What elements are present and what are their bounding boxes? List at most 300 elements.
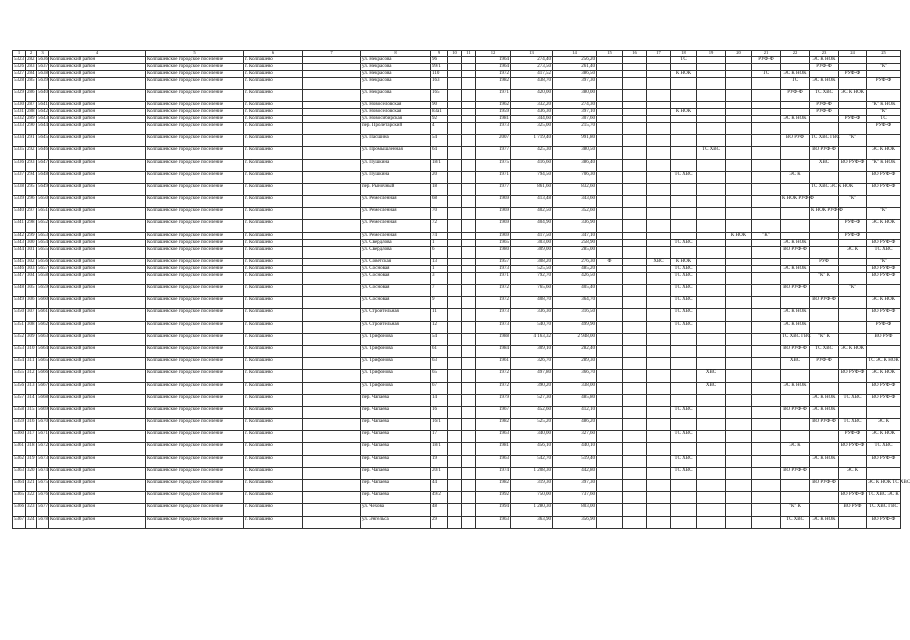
table-cell	[462, 345, 476, 357]
table-cell	[810, 382, 839, 394]
table-cell	[448, 516, 462, 528]
table-cell	[697, 77, 726, 89]
table-cell: ВО РУФ-Ф	[781, 406, 810, 418]
table-cell	[623, 63, 647, 70]
table-cell: 408,70	[511, 297, 553, 309]
table-cell	[726, 70, 752, 77]
table-cell	[462, 358, 476, 370]
table-cell: 5666	[37, 370, 49, 382]
table-cell: 5364	[13, 480, 26, 492]
table-cell	[839, 455, 867, 467]
table-cell	[726, 220, 752, 232]
table-cell: РУФ-Ф	[839, 431, 867, 443]
table-cell	[303, 77, 361, 89]
table-cell: г. Колпашево	[244, 504, 303, 516]
table-cell	[597, 89, 623, 101]
table-cell	[597, 358, 623, 370]
table-cell	[597, 239, 623, 246]
table-cell: г. Колпашево	[244, 406, 303, 418]
table-cell: Колпашевское городское поселение	[146, 382, 244, 394]
table-cell: Колпашевский район	[49, 394, 146, 406]
table-cell	[752, 467, 781, 479]
table-cell: ХВС	[781, 358, 810, 370]
table-cell: г. Колпашево	[244, 159, 303, 171]
table-cell	[597, 196, 623, 208]
table-cell: 386,50	[553, 70, 597, 77]
table-cell: ул. Трифонова	[361, 345, 431, 357]
table-cell	[671, 345, 697, 357]
table-cell: 299	[27, 232, 35, 238]
table-cell	[462, 455, 476, 467]
table-cell: ТС ХВС	[671, 467, 697, 479]
table-cell: 289	[27, 115, 35, 121]
table-cell	[839, 258, 867, 265]
table-cell	[752, 258, 781, 265]
table-cell	[448, 135, 462, 147]
table-cell: 5340	[13, 208, 26, 220]
table-cell	[647, 516, 671, 528]
table-cell	[697, 504, 726, 516]
table-cell: ул. Пасшина	[361, 135, 431, 147]
table-cell	[597, 297, 623, 309]
table-cell: Колпашевский район	[49, 297, 146, 309]
table-row	[13, 285, 901, 297]
table-cell: ВО РУФ-Ф	[810, 480, 839, 492]
table-row	[13, 394, 901, 406]
table-cell	[448, 56, 462, 63]
table-cell: ТС ХВС	[867, 246, 901, 258]
table-cell: Колпашевский район	[49, 246, 146, 258]
table-cell	[462, 480, 476, 492]
table-cell	[303, 135, 361, 147]
table-cell: 5366	[13, 504, 26, 516]
table-cell: г. Колпашево	[244, 115, 303, 122]
table-cell: 306	[26, 297, 37, 309]
table-cell	[647, 333, 671, 345]
table-cell	[752, 285, 781, 297]
table-cell: 1959	[476, 108, 511, 115]
table-cell	[623, 516, 647, 528]
table-cell	[647, 56, 671, 63]
table-cell: 20	[431, 171, 448, 183]
table-cell	[462, 246, 476, 258]
table-cell: 425,30	[511, 147, 553, 159]
table-cell: 402,50	[511, 208, 553, 220]
table-cell: 323	[26, 504, 37, 516]
table-cell: "К" К	[810, 333, 839, 345]
table-cell: ул. Свердлова	[361, 246, 431, 258]
column-header: 12	[476, 51, 511, 57]
table-cell	[623, 492, 647, 504]
table-cell: 18/1	[431, 159, 448, 171]
table-cell: 16	[431, 406, 448, 418]
table-cell	[726, 455, 752, 467]
table-cell	[462, 285, 476, 297]
table-cell	[671, 115, 697, 122]
table-cell: Колпашевское городское поселение	[146, 258, 244, 265]
table-cell	[697, 258, 726, 265]
table-cell	[781, 147, 810, 159]
table-row	[13, 492, 901, 504]
table-cell: г. Колпашево	[244, 122, 303, 134]
table-cell: 1	[431, 265, 448, 272]
table-cell: 1969	[476, 196, 511, 208]
table-cell: Колпашевское городское поселение	[146, 147, 244, 159]
table-cell	[303, 382, 361, 394]
table-cell: ТС ХВС	[671, 265, 697, 272]
table-cell: 750,00	[511, 492, 553, 504]
table-cell: ул. Пушкина	[361, 159, 431, 171]
table-cell	[671, 122, 697, 134]
table-cell: 5349	[13, 297, 26, 309]
table-body	[13, 56, 910, 528]
table-cell	[448, 108, 462, 115]
table-cell: Колпашевский район	[49, 467, 146, 479]
table-cell: 417,52	[511, 70, 553, 77]
table-cell	[597, 406, 623, 418]
table-row	[13, 101, 901, 108]
table-cell: ЭС К НОК	[839, 345, 867, 357]
table-cell: Колпашевское городское поселение	[146, 115, 244, 122]
table-cell	[448, 171, 462, 183]
table-cell: Колпашевский район	[49, 265, 146, 272]
table-cell: 456,10	[511, 443, 553, 455]
table-cell	[647, 220, 671, 232]
table-cell	[697, 297, 726, 309]
table-cell: ВО РУФ-Ф	[781, 467, 810, 479]
table-cell: ул. Ремесленная	[361, 196, 431, 208]
table-cell	[752, 220, 781, 232]
table-cell	[462, 89, 476, 101]
table-cell	[810, 309, 839, 321]
table-cell: ул. Сосновая	[361, 285, 431, 297]
table-cell	[647, 419, 671, 431]
table-cell: 5673	[37, 455, 49, 467]
table-cell	[647, 321, 671, 333]
table-cell: ХВС	[697, 370, 726, 382]
table-cell	[597, 159, 623, 171]
table-cell	[697, 480, 726, 492]
table-cell	[462, 382, 476, 394]
table-cell: К НОК	[671, 70, 697, 77]
table-cell: 413,48	[511, 196, 553, 208]
table-cell	[647, 406, 671, 418]
table-cell: 1980	[476, 246, 511, 258]
table-cell: Колпашевский район	[49, 89, 146, 101]
table-cell	[303, 309, 361, 321]
table-cell	[671, 89, 697, 101]
table-cell: ТС	[781, 77, 810, 89]
table-cell: 90	[431, 101, 448, 108]
table-cell: 5674	[37, 467, 49, 479]
table-cell: 308	[26, 321, 37, 333]
table-cell: 5350	[13, 309, 26, 321]
table-cell: ВО РУФ-Ф	[867, 455, 901, 467]
table-cell: 5326	[14, 63, 24, 69]
table-cell: Колпашевский район	[49, 135, 146, 147]
table-cell: ТС ХВС	[671, 272, 697, 284]
table-cell: г. Колпашево	[244, 171, 303, 183]
table-cell: 312	[26, 370, 37, 382]
table-cell	[448, 70, 462, 77]
table-cell: 792,70	[511, 272, 553, 284]
table-cell: 5365	[13, 492, 26, 504]
table-cell: г. Колпашево	[244, 56, 303, 63]
table-cell: ТС ХВС ГВС	[810, 135, 839, 147]
table-cell: ул. Трифонова	[361, 370, 431, 382]
table-row	[13, 239, 901, 246]
table-cell	[752, 196, 781, 208]
table-cell	[867, 196, 901, 208]
table-cell: пер. Чапаева	[361, 455, 431, 467]
table-cell: 5648	[37, 171, 49, 183]
column-header: 25	[867, 51, 901, 57]
table-cell	[726, 382, 752, 394]
table-cell: Колпашевский район	[49, 147, 146, 159]
table-cell	[752, 77, 781, 89]
table-cell: 1988	[476, 333, 511, 345]
table-cell	[623, 171, 647, 183]
table-cell: 332,20	[511, 101, 553, 108]
table-cell: 5344	[13, 246, 26, 258]
table-cell	[671, 77, 697, 89]
table-cell	[623, 122, 647, 134]
table-cell: г. Колпашево	[244, 246, 303, 258]
table-cell: 5652	[37, 220, 49, 232]
table-cell: ул. Ремесленная	[361, 220, 431, 232]
table-cell: ТС ХВС	[810, 345, 839, 357]
table-cell	[697, 431, 726, 443]
table-cell	[303, 345, 361, 357]
table-cell	[462, 272, 476, 284]
table-cell: 63	[431, 358, 448, 370]
table-cell: 1982	[476, 77, 511, 89]
table-cell: 1994	[476, 504, 511, 516]
table-cell	[810, 265, 839, 272]
table-cell	[671, 246, 697, 258]
table-cell	[623, 358, 647, 370]
table-cell: Колпашевский район	[49, 480, 146, 492]
table-cell: ЭС К НОК	[781, 239, 810, 246]
table-cell: 6	[431, 246, 448, 258]
table-cell: 1 719,40	[511, 135, 553, 147]
table-cell	[810, 431, 839, 443]
table-cell: РУФ-Ф	[867, 77, 901, 89]
table-cell	[448, 147, 462, 159]
table-cell: 1972	[476, 382, 511, 394]
table-cell	[303, 183, 361, 195]
table-cell: ЭС К	[839, 246, 867, 258]
table-cell	[597, 220, 623, 232]
table-cell	[647, 309, 671, 321]
table-cell	[781, 492, 810, 504]
table-cell: 5658	[37, 272, 49, 284]
table-cell	[623, 115, 647, 122]
table-cell: 1972	[476, 297, 511, 309]
table-cell	[597, 285, 623, 297]
table-row	[13, 115, 901, 122]
table-cell: 5333	[13, 122, 26, 134]
table-cell: 256,20	[553, 56, 597, 63]
table-cell: ЭС К НОК	[867, 220, 901, 232]
table-cell: 273,50	[511, 63, 553, 70]
table-cell	[303, 443, 361, 455]
table-cell: 4	[431, 122, 448, 134]
table-cell: Колпашевское городское поселение	[146, 272, 244, 284]
table-cell	[697, 272, 726, 284]
table-cell: ЭС К НОК	[867, 431, 901, 443]
table-cell	[623, 147, 647, 159]
table-cell	[597, 455, 623, 467]
table-cell: Колпашевское городское поселение	[146, 122, 244, 134]
table-cell: ул. Некрасова	[361, 63, 431, 70]
table-cell: 5643	[38, 115, 48, 121]
table-cell: 5667	[37, 382, 49, 394]
table-row	[13, 443, 901, 455]
table-cell: г. Колпашево	[244, 285, 303, 297]
table-cell	[726, 208, 752, 220]
table-cell	[448, 431, 462, 443]
table-cell: пер. Чапаева	[361, 467, 431, 479]
table-cell: 5356	[13, 382, 26, 394]
table-cell: Колпашевский район	[49, 455, 146, 467]
table-cell	[810, 122, 839, 134]
table-cell	[726, 89, 752, 101]
table-cell	[647, 370, 671, 382]
table-cell	[623, 101, 647, 108]
table-cell: г. Колпашево	[244, 480, 303, 492]
table-cell	[462, 63, 476, 70]
table-cell: 5343	[14, 239, 24, 245]
table-cell: ЭС К НОК	[781, 321, 810, 333]
table-cell	[623, 394, 647, 406]
table-cell	[448, 220, 462, 232]
table-cell	[462, 443, 476, 455]
table-cell: РУФ-Ф	[810, 63, 839, 70]
table-cell	[781, 258, 810, 265]
table-cell	[726, 183, 752, 195]
table-cell: 311	[26, 358, 37, 370]
table-cell	[839, 56, 867, 63]
table-cell: ЭС К НОК	[781, 382, 810, 394]
table-cell	[839, 321, 867, 333]
table-row	[13, 159, 901, 171]
table-cell: ТС ХВС ЭС К НОК	[810, 183, 839, 195]
table-cell: Колпашевское городское поселение	[146, 77, 244, 89]
table-cell: ЭС К НОК	[867, 370, 901, 382]
table-row	[13, 258, 901, 265]
table-cell: 1981	[476, 115, 511, 122]
table-row	[13, 77, 901, 89]
table-cell: 1961	[476, 358, 511, 370]
table-cell	[462, 101, 476, 108]
table-cell	[781, 56, 810, 63]
table-cell: ВО РУФ-Ф	[867, 171, 901, 183]
table-cell	[647, 77, 671, 89]
table-cell	[597, 265, 623, 272]
table-cell: 832,60	[553, 183, 597, 195]
registry-table	[12, 50, 910, 529]
table-cell: 5664	[37, 345, 49, 357]
table-cell	[810, 246, 839, 258]
table-cell	[647, 196, 671, 208]
column-header: 18	[671, 51, 697, 57]
table-cell: 318	[26, 443, 37, 455]
table-cell: г. Колпашево	[244, 382, 303, 394]
table-cell	[752, 345, 781, 357]
table-cell: РУФ-Ф	[867, 321, 901, 333]
table-cell: ул. Новоселовская	[361, 108, 431, 115]
table-cell: 1965	[476, 239, 511, 246]
table-cell: 1977	[476, 183, 511, 195]
table-cell: 347,10	[553, 232, 597, 239]
table-cell: 5363	[13, 467, 26, 479]
table-cell	[462, 159, 476, 171]
table-cell	[303, 406, 361, 418]
table-cell: 5359	[13, 419, 26, 431]
column-header: 3	[37, 51, 49, 57]
table-cell: ТС ХВС	[671, 455, 697, 467]
table-cell	[647, 159, 671, 171]
table-cell: Колпашевский район	[49, 101, 146, 108]
table-cell	[810, 467, 839, 479]
table-cell	[671, 220, 697, 232]
table-row	[13, 232, 901, 239]
table-cell	[448, 443, 462, 455]
table-cell	[752, 504, 781, 516]
table-cell: "К"	[839, 135, 867, 147]
table-cell	[726, 297, 752, 309]
table-cell: 320	[26, 467, 37, 479]
table-cell: 5354	[13, 358, 26, 370]
table-cell: 5342	[14, 232, 24, 238]
table-cell	[671, 516, 697, 528]
table-cell	[671, 419, 697, 431]
table-cell	[597, 443, 623, 455]
table-cell	[839, 239, 867, 246]
table-cell: ул. Некрасова	[361, 89, 431, 101]
table-cell: РУФ	[810, 258, 839, 265]
table-cell	[448, 63, 462, 70]
column-header: 10	[448, 51, 462, 57]
table-cell: 519,40	[553, 455, 597, 467]
table-cell: 4 163,32	[511, 333, 553, 345]
table-cell	[303, 101, 361, 108]
table-cell	[448, 394, 462, 406]
table-cell: 310	[26, 345, 37, 357]
table-row	[13, 208, 901, 220]
table-cell	[303, 258, 361, 265]
table-cell: Колпашевский район	[49, 333, 146, 345]
table-row	[13, 297, 901, 309]
table-cell: 61	[431, 345, 448, 357]
table-cell: 397,30	[553, 77, 597, 89]
table-cell: 110	[431, 70, 448, 77]
table-cell	[839, 358, 867, 370]
table-cell	[623, 183, 647, 195]
table-cell: ЭС К НОК	[781, 70, 810, 77]
table-cell: 316	[26, 419, 37, 431]
table-cell: Колпашевское городское поселение	[146, 516, 244, 528]
table-cell: ВО РУФ-Ф	[781, 246, 810, 258]
table-cell: г. Колпашево	[244, 220, 303, 232]
table-cell	[597, 208, 623, 220]
table-cell: ул. Промышленная	[361, 147, 431, 159]
table-cell: Колпашевское городское поселение	[146, 239, 244, 246]
table-cell	[462, 419, 476, 431]
table-cell	[867, 345, 901, 357]
table-row	[13, 467, 901, 479]
